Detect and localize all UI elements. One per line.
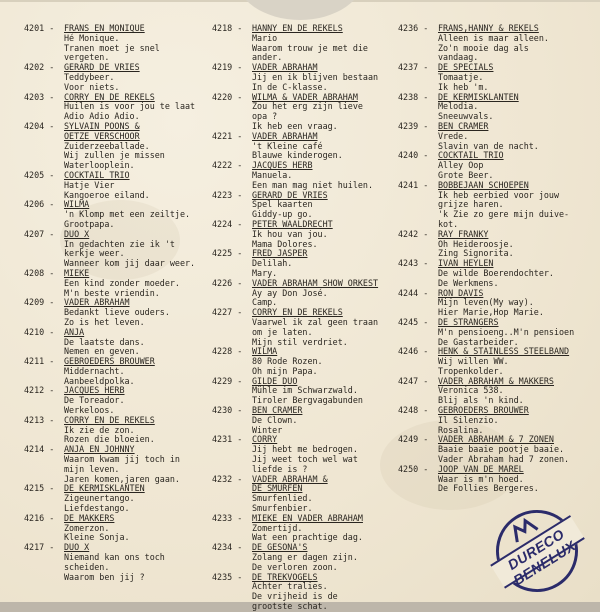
song-title: Ik heb een vraag. — [252, 120, 338, 131]
catalog-number: 4228 - — [212, 346, 243, 357]
catalog-entry — [212, 249, 400, 278]
catalog-entry — [24, 543, 222, 582]
artist-name: DE KERMISKLANTEN — [438, 91, 519, 102]
artist-name: WILMA — [252, 346, 278, 357]
song-title: Delilah. — [252, 258, 293, 269]
catalog-entry — [212, 475, 400, 514]
catalog-number: 4238 - — [398, 91, 429, 102]
catalog-number: 4226 - — [212, 277, 243, 288]
song-title: Jaren komen,jaren gaan. — [64, 473, 180, 484]
song-title: De laatste dans. — [64, 336, 145, 347]
song-title: Mijn leven(My way). — [438, 297, 534, 308]
song-title: Melodia. — [438, 101, 479, 112]
catalog-number: 4212 - — [24, 385, 55, 396]
catalog-number: 4229 - — [212, 375, 243, 386]
song-title: De Werkmens. — [438, 277, 499, 288]
artist-name: BEN CRAMER — [252, 405, 303, 416]
song-title: Achter tralies. — [252, 581, 328, 592]
song-title: Wanneer kom jij daar weer. — [64, 258, 196, 269]
song-title: Jij weet toch wel wat — [252, 454, 358, 465]
catalog-number: 4241 - — [398, 179, 429, 190]
song-title: liefde is ? — [252, 463, 308, 474]
catalog-number: 4249 - — [398, 434, 429, 445]
artist-name: COCKTAIL TRIO — [438, 150, 504, 161]
song-title: De Toreador. — [64, 395, 125, 406]
artist-name: DE KERMISKLANTEN — [64, 483, 145, 494]
catalog-entry — [24, 200, 222, 229]
catalog-entry — [24, 171, 222, 200]
catalog-entry — [398, 347, 588, 376]
song-title: opa ? — [252, 111, 278, 122]
catalog-number: 4213 - — [24, 414, 55, 425]
catalog-number: 4236 - — [398, 23, 429, 33]
song-title: Waarom kwam jij toch in — [64, 454, 180, 465]
artist-name: MIEKE EN VADER ABRAHAM — [252, 512, 363, 523]
song-title: De wilde Boerendochter. — [438, 267, 554, 278]
catalog-number: 4233 - — [212, 512, 243, 523]
catalog-number: 4239 - — [398, 120, 429, 131]
catalog-number: 4214 - — [24, 444, 55, 455]
song-title: Waarom trouw je met die — [252, 42, 368, 53]
catalog-entry — [212, 220, 400, 249]
song-title: Kleine Sonja. — [64, 532, 130, 543]
catalog-entry — [398, 435, 588, 464]
catalog-entry — [212, 347, 400, 376]
catalog-entry — [398, 151, 588, 180]
catalog-number: 4234 - — [212, 542, 243, 553]
catalog-entry — [398, 230, 588, 259]
catalog-number: 4235 - — [212, 571, 243, 582]
artist-name: MIEKE — [64, 267, 90, 278]
catalog-entry — [398, 289, 588, 318]
catalog-number: 4230 - — [212, 405, 243, 416]
song-title: Smurfenbier. — [252, 503, 313, 514]
artist-name: DUO X — [64, 228, 90, 239]
catalog-entry — [212, 406, 400, 435]
song-title: Alley Oop — [438, 160, 484, 171]
song-title: Grootpapa. — [64, 218, 115, 229]
catalog-number: 4217 - — [24, 542, 55, 553]
song-title: Waarom ben jij ? — [64, 571, 145, 582]
song-title: Mijn stil verdriet. — [252, 336, 348, 347]
catalog-entry — [398, 318, 588, 347]
artist-name: FRANS,HANNY & REKELS — [438, 23, 539, 33]
artist-name: BOBBEJAAN SCHOEPEN — [438, 179, 529, 190]
catalog-entry — [24, 298, 222, 327]
song-title: 't Kleine café — [252, 140, 323, 151]
song-title: Ik zie de zon. — [64, 424, 135, 435]
song-title: Wij willen WW. — [438, 356, 509, 367]
catalog-number: 4227 - — [212, 307, 243, 318]
artist-name: VADER ABRAHAM — [252, 130, 318, 141]
catalog-number: 4224 - — [212, 218, 243, 229]
dureco-benelux-logo — [481, 495, 594, 608]
catalog-number: 4218 - — [212, 23, 243, 33]
catalog-entry — [398, 122, 588, 151]
song-title: Mühle im Schwarzwald. — [252, 385, 358, 396]
song-title: Waar is m'n hoed. — [438, 473, 524, 484]
artist-name: RAY FRANKY — [438, 228, 489, 239]
catalog-number: 4209 - — [24, 297, 55, 308]
song-title: Zolang er dagen zijn. — [252, 552, 358, 563]
song-title: Oh mijn Papa. — [252, 365, 318, 376]
song-title: 'k Zie zo gere mijn duive- — [438, 209, 570, 220]
song-title: Vaarwel ik zal geen traan — [252, 316, 379, 327]
song-title: Mary. — [252, 267, 278, 278]
catalog-entry — [24, 445, 222, 484]
catalog-number: 4243 - — [398, 258, 429, 269]
song-title: kot. — [438, 218, 459, 229]
catalog-number: 4219 - — [212, 62, 243, 73]
song-title: Zou het erg zijn lieve — [252, 101, 363, 112]
catalog-entry — [24, 416, 222, 445]
catalog-number: 4202 - — [24, 62, 55, 73]
song-title: Adio Adio Adio. — [64, 111, 140, 122]
artist-name: ANJA — [64, 326, 85, 337]
song-title: Wat een prachtige dag. — [252, 532, 363, 543]
artist-name: FRED JASPER — [252, 248, 308, 259]
song-title: kerkje weer. — [64, 248, 125, 259]
catalog-entry — [398, 465, 588, 494]
catalog-entry — [212, 93, 400, 132]
artist-name: CORRY EN DE REKELS — [252, 307, 343, 318]
artist-name: ANJA EN JOHNNY — [64, 444, 135, 455]
catalog-entry — [212, 63, 400, 92]
catalog-entry — [24, 63, 222, 92]
catalog-entry — [24, 386, 222, 415]
catalog-entry — [24, 357, 222, 386]
song-title: M'n pensioeng..M'n pensioen — [438, 326, 575, 337]
catalog-number: 4211 - — [24, 356, 55, 367]
catalog-column-2 — [212, 24, 400, 612]
song-title: Werkeloos. — [64, 405, 115, 416]
catalog-entry — [212, 24, 400, 63]
song-title: Veronica 538. — [438, 385, 504, 396]
catalog-entry — [212, 308, 400, 347]
song-title: Zo is het leven. — [64, 316, 145, 327]
song-title: Il Silenzio. — [438, 414, 499, 425]
song-title: De vrijheid is de — [252, 591, 338, 602]
song-title: om je laten. — [252, 326, 313, 337]
song-title: Spel kaarten — [252, 199, 313, 210]
song-title: Bedankt lieve ouders. — [64, 307, 170, 318]
song-title: 80 Rode Rozen. — [252, 356, 323, 367]
song-title: Oh Heideroosje. — [438, 238, 514, 249]
catalog-entry — [212, 191, 400, 220]
song-title: Ik heb eerbied voor jouw — [438, 189, 560, 200]
catalog-entry — [24, 484, 222, 513]
catalog-number: 4240 - — [398, 150, 429, 161]
artist-name: FRANS EN MONIQUE — [64, 23, 145, 33]
song-title: Blauwe kinderogen. — [252, 150, 343, 161]
catalog-entry — [398, 63, 588, 92]
song-title: scheiden. — [64, 561, 110, 572]
catalog-entry — [398, 93, 588, 122]
artist-name: JACQUES HERB — [252, 160, 313, 171]
artist-name-line-2: OETZE VERSCHOOR — [64, 130, 140, 141]
song-title: ander. — [252, 52, 283, 63]
song-title: Kangoeroe eiland. — [64, 189, 150, 200]
song-title: Liefdestango. — [64, 503, 130, 514]
catalog-entry — [24, 230, 222, 269]
catalog-entry — [212, 435, 400, 474]
catalog-entry — [24, 328, 222, 357]
catalog-number: 4203 - — [24, 91, 55, 102]
song-title: Giddy-up go. — [252, 209, 313, 220]
artist-name: HANNY EN DE REKELS — [252, 23, 343, 33]
song-title: Niemand kan ons toch — [64, 552, 165, 563]
catalog-number: 4246 - — [398, 346, 429, 357]
catalog-entry — [212, 132, 400, 161]
song-title: Camp. — [252, 297, 278, 308]
artist-name: VADER ABRAHAM SHOW ORKEST — [252, 277, 379, 288]
artist-name: DE TREKVOGELS — [252, 571, 318, 582]
artist-name: DE SPECIALS — [438, 62, 494, 73]
song-title: Huilen is voor jou te laat — [64, 101, 196, 112]
song-title: Hier Marie,Hop Marie. — [438, 307, 544, 318]
catalog-number: 4237 - — [398, 62, 429, 73]
catalog-number: 4205 - — [24, 169, 55, 180]
catalog-entry — [398, 259, 588, 288]
song-title: Ik heb 'm. — [438, 81, 489, 92]
artist-name: DE STRANGERS — [438, 316, 499, 327]
catalog-number: 4206 - — [24, 199, 55, 210]
song-title: Wij zullen je missen — [64, 150, 165, 161]
catalog-entry — [212, 161, 400, 190]
artist-name: VADER ABRAHAM & 7 ZONEN — [438, 434, 554, 445]
song-title: Winter — [252, 424, 283, 435]
catalog-number: 4248 - — [398, 405, 429, 416]
song-title: mijn leven. — [64, 463, 120, 474]
song-title: Zomerzon. — [64, 522, 110, 533]
song-title: Blij als 'n kind. — [438, 395, 524, 406]
song-title: Nemen en geven. — [64, 346, 140, 357]
catalog-number: 4231 - — [212, 434, 243, 445]
artist-name: BEN CRAMER — [438, 120, 489, 131]
song-title: Vader Abraham had 7 zonen. — [438, 454, 570, 465]
song-title: Aanbeeldpolka. — [64, 375, 135, 386]
song-title: vandaag. — [438, 52, 479, 63]
song-title: Tropenkolder. — [438, 365, 504, 376]
song-title: De Gastarbeider. — [438, 336, 519, 347]
song-title: Baaie baaie pootje baaie. — [438, 444, 565, 455]
song-title: 'n Klomp met een zeiltje. — [64, 209, 191, 220]
artist-name: CORRY EN DE REKELS — [64, 414, 155, 425]
song-title: Hé Monique. — [64, 32, 120, 43]
catalog-entry — [212, 279, 400, 308]
song-title: Sneeuwvals. — [438, 111, 494, 122]
song-title: Waterlooplein. — [64, 160, 135, 171]
song-title: Zigeunertango. — [64, 493, 135, 504]
song-title: Tomaatje. — [438, 71, 484, 82]
song-title: Zomertijd. — [252, 522, 303, 533]
song-title: Een man mag niet huilen. — [252, 179, 374, 190]
song-title: Grote Beer. — [438, 169, 494, 180]
artist-name: WILMA — [64, 199, 90, 210]
song-title: Hatje Vier — [64, 179, 115, 190]
artist-name: DUO X — [64, 542, 90, 553]
artist-name: GEBROEDERS BROUWER — [438, 405, 529, 416]
catalog-number: 4222 - — [212, 160, 243, 171]
song-title: Tiroler Bergvagabunden — [252, 395, 363, 406]
artist-name: DE MAKKERS — [64, 512, 115, 523]
song-title: vergeten. — [64, 52, 110, 63]
song-title: Rosalina. — [438, 424, 484, 435]
catalog-entry — [398, 377, 588, 406]
catalog-number: 4225 - — [212, 248, 243, 259]
song-title: Zo'n mooie dag als — [438, 42, 529, 53]
artist-name: HENK & STAINLESS STEELBAND — [438, 346, 570, 357]
catalog-entry — [24, 24, 222, 63]
artist-name: WILMA & VADER ABRAHAM — [252, 91, 358, 102]
artist-name: GERARD DE VRIES — [64, 62, 140, 73]
song-title: Mama Dolores. — [252, 238, 318, 249]
catalog-entry — [24, 93, 222, 122]
song-title: De Follies Bergeres. — [438, 483, 539, 494]
artist-name: JACQUES HERB — [64, 385, 125, 396]
catalog-number: 4244 - — [398, 287, 429, 298]
song-title: Ik hou van jou. — [252, 228, 328, 239]
artist-name: VADER ABRAHAM — [252, 62, 318, 73]
song-title: Mario — [252, 32, 278, 43]
song-title: Middernacht. — [64, 365, 125, 376]
catalog-number: 4221 - — [212, 130, 243, 141]
catalog-entry — [212, 543, 400, 572]
catalog-entry — [398, 181, 588, 230]
catalog-number: 4207 - — [24, 228, 55, 239]
catalog-number: 4210 - — [24, 326, 55, 337]
song-title: Tranen moet je snel — [64, 42, 160, 53]
catalog-entry — [24, 269, 222, 298]
logo-text: DURECO BENELUX — [504, 525, 579, 589]
artist-name: VADER ABRAHAM — [64, 297, 130, 308]
catalog-number: 4208 - — [24, 267, 55, 278]
catalog-entry — [398, 406, 588, 435]
song-title: In gedachten zie ik 't — [64, 238, 175, 249]
catalog-number: 4245 - — [398, 316, 429, 327]
artist-name: VADER ABRAHAM & MAKKERS — [438, 375, 554, 386]
song-title: Rozen die bloeien. — [64, 434, 155, 445]
song-title: De Clown. — [252, 414, 298, 425]
artist-name-line-2: DE SMURFEN — [252, 483, 303, 494]
artist-name: CORRY — [252, 434, 278, 445]
song-title: Voor niets. — [64, 81, 120, 92]
artist-name: GEBROEDERS BROUWER — [64, 356, 155, 367]
song-title: grootste schat. — [252, 601, 328, 612]
artist-name: VADER ABRAHAM & — [252, 473, 328, 484]
catalog-number: 4232 - — [212, 473, 243, 484]
song-title: Jij hebt me bedrogen. — [252, 444, 358, 455]
catalog-number: 4216 - — [24, 512, 55, 523]
song-title: Alleen is maar alleen. — [438, 32, 549, 43]
catalog-column-1 — [24, 24, 222, 582]
song-title: Ay ay Don José. — [252, 287, 328, 298]
artist-name: RON DAVIS — [438, 287, 484, 298]
artist-name: IVAN HEYLEN — [438, 258, 494, 269]
catalog-number: 4201 - — [24, 23, 55, 33]
catalog-number: 4242 - — [398, 228, 429, 239]
song-title: Manuela. — [252, 169, 293, 180]
catalog-entry — [398, 24, 588, 63]
catalog-number: 4204 - — [24, 120, 55, 131]
song-title: M'n beste vriendin. — [64, 287, 160, 298]
catalog-entry — [212, 377, 400, 406]
sleeve-thumb-notch — [235, 0, 365, 20]
catalog-number: 4215 - — [24, 483, 55, 494]
artist-name: PETER WAALDRECHT — [252, 218, 333, 229]
song-title: Vrede. — [438, 130, 469, 141]
artist-name: CORRY EN DE REKELS — [64, 91, 155, 102]
artist-name: DE GESONA'S — [252, 542, 308, 553]
song-title: grijze haren. — [438, 199, 504, 210]
catalog-entry — [24, 122, 222, 171]
artist-name: GERARD DE VRIES — [252, 189, 328, 200]
song-title: Slavin van de nacht. — [438, 140, 539, 151]
artist-name: SYLVAIN POONS & — [64, 120, 140, 131]
song-title: Teddybeer. — [64, 71, 115, 82]
song-title: In de C-klasse. — [252, 81, 328, 92]
artist-name: GILDE DUO — [252, 375, 298, 386]
catalog-entry — [212, 573, 400, 612]
catalog-number: 4247 - — [398, 375, 429, 386]
song-title: Een kind zonder moeder. — [64, 277, 180, 288]
catalog-number: 4223 - — [212, 189, 243, 200]
catalog-entry — [24, 514, 222, 543]
catalog-entry — [212, 514, 400, 543]
catalog-number: 4220 - — [212, 91, 243, 102]
song-title: Smurfenlied. — [252, 493, 313, 504]
artist-name: COCKTAIL TRIO — [64, 169, 130, 180]
song-title: Zing Signorita. — [438, 248, 514, 259]
song-title: Zuiderzeeballade. — [64, 140, 150, 151]
catalog-number: 4250 - — [398, 463, 429, 474]
song-title: Jij en ik blijven bestaan — [252, 71, 379, 82]
catalog-column-3 — [398, 24, 588, 494]
song-title: De verloren zoon. — [252, 561, 338, 572]
artist-name: JOOP VAN DE MAREL — [438, 463, 524, 474]
